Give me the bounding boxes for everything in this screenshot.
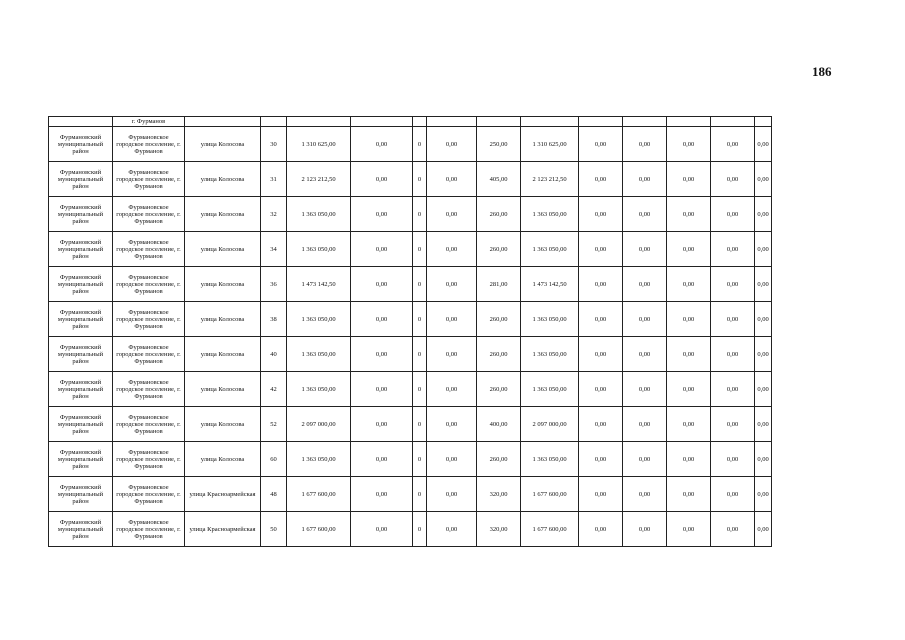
cell-c8 — [427, 117, 477, 127]
cell-z3: 0,00 — [667, 232, 711, 267]
cell-area: 400,00 — [477, 407, 521, 442]
cell-c8: 0,00 — [427, 197, 477, 232]
cell-z4: 0,00 — [711, 337, 755, 372]
cell-z5: 0,00 — [755, 162, 772, 197]
cell-z2: 0,00 — [623, 407, 667, 442]
cell-z3: 0,00 — [667, 372, 711, 407]
cell-z1: 0,00 — [579, 197, 623, 232]
cell-cost: 1 677 600,00 — [287, 512, 351, 547]
cell-c7: 0 — [413, 127, 427, 162]
cell-z5: 0,00 — [755, 477, 772, 512]
cell-c6: 0,00 — [351, 372, 413, 407]
table-row — [49, 477, 772, 512]
cell-c6: 0,00 — [351, 267, 413, 302]
cell-z4: 0,00 — [711, 197, 755, 232]
cell-c8: 0,00 — [427, 302, 477, 337]
table-row-continuation — [49, 117, 772, 127]
cell-area — [477, 117, 521, 127]
cell-c8: 0,00 — [427, 442, 477, 477]
cell-house: 32 — [261, 197, 287, 232]
cell-z2: 0,00 — [623, 267, 667, 302]
cell-street: улица Колосова — [185, 407, 261, 442]
cell-z3: 0,00 — [667, 407, 711, 442]
cell-total: 1 677 600,00 — [521, 512, 579, 547]
cell-street: улица Колосова — [185, 337, 261, 372]
cell-z1: 0,00 — [579, 407, 623, 442]
cell-z4: 0,00 — [711, 162, 755, 197]
cell-z4: 0,00 — [711, 267, 755, 302]
cell-district — [49, 117, 113, 127]
cell-district: Фурмановский муниципальный район — [49, 512, 113, 547]
cell-z5: 0,00 — [755, 337, 772, 372]
cell-z1: 0,00 — [579, 232, 623, 267]
cell-c8: 0,00 — [427, 372, 477, 407]
cell-z4: 0,00 — [711, 407, 755, 442]
cell-cost: 1 363 050,00 — [287, 337, 351, 372]
cell-c8: 0,00 — [427, 407, 477, 442]
cell-c7: 0 — [413, 232, 427, 267]
cell-settlement: Фурмановское городское поселение, г. Фурманов — [113, 372, 185, 407]
cell-z5: 0,00 — [755, 127, 772, 162]
cell-cost: 1 363 050,00 — [287, 302, 351, 337]
cell-z3: 0,00 — [667, 197, 711, 232]
cell-z4: 0,00 — [711, 442, 755, 477]
cell-z3: 0,00 — [667, 512, 711, 547]
cell-z3: 0,00 — [667, 442, 711, 477]
cell-settlement: Фурмановское городское поселение, г. Фурманов — [113, 442, 185, 477]
cell-c6: 0,00 — [351, 442, 413, 477]
cell-total: 1 363 050,00 — [521, 232, 579, 267]
cell-settlement: г. Фурманов — [113, 117, 185, 127]
cell-z4: 0,00 — [711, 372, 755, 407]
cell-house: 34 — [261, 232, 287, 267]
cell-street: улица Колосова — [185, 197, 261, 232]
cell-house: 50 — [261, 512, 287, 547]
cell-area: 260,00 — [477, 442, 521, 477]
cell-area: 281,00 — [477, 267, 521, 302]
cell-street: улица Красноармейская — [185, 512, 261, 547]
cell-area: 260,00 — [477, 302, 521, 337]
cell-z5: 0,00 — [755, 267, 772, 302]
cell-z2: 0,00 — [623, 127, 667, 162]
cell-total: 1 363 050,00 — [521, 197, 579, 232]
cell-settlement: Фурмановское городское поселение, г. Фурманов — [113, 267, 185, 302]
cell-area: 260,00 — [477, 337, 521, 372]
cell-cost: 1 677 600,00 — [287, 477, 351, 512]
cell-c8: 0,00 — [427, 127, 477, 162]
cell-cost: 1 363 050,00 — [287, 442, 351, 477]
cell-settlement: Фурмановское городское поселение, г. Фурманов — [113, 337, 185, 372]
cell-c8: 0,00 — [427, 337, 477, 372]
table-row — [49, 267, 772, 302]
cell-z2: 0,00 — [623, 232, 667, 267]
cell-c6: 0,00 — [351, 407, 413, 442]
cell-total: 1 363 050,00 — [521, 337, 579, 372]
cell-district: Фурмановский муниципальный район — [49, 267, 113, 302]
cell-z4: 0,00 — [711, 232, 755, 267]
cell-z5: 0,00 — [755, 407, 772, 442]
cell-street: улица Колосова — [185, 232, 261, 267]
cell-street: улица Колосова — [185, 127, 261, 162]
cell-z1: 0,00 — [579, 162, 623, 197]
cell-cost: 1 363 050,00 — [287, 232, 351, 267]
cell-z1: 0,00 — [579, 267, 623, 302]
cell-house — [261, 117, 287, 127]
cell-area: 320,00 — [477, 512, 521, 547]
cell-area: 405,00 — [477, 162, 521, 197]
cell-z1: 0,00 — [579, 127, 623, 162]
cell-c7 — [413, 117, 427, 127]
cell-c8: 0,00 — [427, 512, 477, 547]
cell-settlement: Фурмановское городское поселение, г. Фурманов — [113, 477, 185, 512]
cell-total: 1 677 600,00 — [521, 477, 579, 512]
cell-c8: 0,00 — [427, 477, 477, 512]
cell-c6 — [351, 117, 413, 127]
cell-z3 — [667, 117, 711, 127]
cell-z2: 0,00 — [623, 512, 667, 547]
table-row — [49, 407, 772, 442]
cell-z5: 0,00 — [755, 302, 772, 337]
cell-house: 48 — [261, 477, 287, 512]
cell-cost: 1 473 142,50 — [287, 267, 351, 302]
cell-district: Фурмановский муниципальный район — [49, 477, 113, 512]
cell-street — [185, 117, 261, 127]
cell-c7: 0 — [413, 197, 427, 232]
cell-district: Фурмановский муниципальный район — [49, 127, 113, 162]
cell-z3: 0,00 — [667, 162, 711, 197]
cell-district: Фурмановский муниципальный район — [49, 372, 113, 407]
cell-area: 260,00 — [477, 372, 521, 407]
cell-cost: 1 363 050,00 — [287, 197, 351, 232]
cell-street: улица Красноармейская — [185, 477, 261, 512]
cell-total: 2 123 212,50 — [521, 162, 579, 197]
cell-district: Фурмановский муниципальный район — [49, 407, 113, 442]
cell-z1: 0,00 — [579, 302, 623, 337]
cell-c6: 0,00 — [351, 337, 413, 372]
cell-total: 1 310 625,00 — [521, 127, 579, 162]
cell-total: 1 363 050,00 — [521, 442, 579, 477]
cell-district: Фурмановский муниципальный район — [49, 337, 113, 372]
cell-z3: 0,00 — [667, 127, 711, 162]
cell-z1: 0,00 — [579, 337, 623, 372]
cell-c7: 0 — [413, 512, 427, 547]
table-row — [49, 197, 772, 232]
cell-street: улица Колосова — [185, 162, 261, 197]
cell-district: Фурмановский муниципальный район — [49, 302, 113, 337]
cell-house: 60 — [261, 442, 287, 477]
cell-z1: 0,00 — [579, 477, 623, 512]
cell-district: Фурмановский муниципальный район — [49, 197, 113, 232]
cell-z3: 0,00 — [667, 337, 711, 372]
cell-district: Фурмановский муниципальный район — [49, 162, 113, 197]
cell-c7: 0 — [413, 162, 427, 197]
cell-district: Фурмановский муниципальный район — [49, 232, 113, 267]
cell-street: улица Колосова — [185, 302, 261, 337]
cell-house: 42 — [261, 372, 287, 407]
cell-c6: 0,00 — [351, 197, 413, 232]
table-row — [49, 127, 772, 162]
cell-z2: 0,00 — [623, 197, 667, 232]
cell-total — [521, 117, 579, 127]
cell-area: 250,00 — [477, 127, 521, 162]
cell-street: улица Колосова — [185, 267, 261, 302]
cell-z2: 0,00 — [623, 442, 667, 477]
cell-c6: 0,00 — [351, 127, 413, 162]
cell-settlement: Фурмановское городское поселение, г. Фурманов — [113, 512, 185, 547]
cell-settlement: Фурмановское городское поселение, г. Фурманов — [113, 232, 185, 267]
cell-street: улица Колосова — [185, 372, 261, 407]
cell-z3: 0,00 — [667, 302, 711, 337]
cell-c6: 0,00 — [351, 477, 413, 512]
table-row — [49, 162, 772, 197]
data-table — [48, 116, 772, 547]
cell-settlement: Фурмановское городское поселение, г. Фурманов — [113, 407, 185, 442]
cell-cost: 2 123 212,50 — [287, 162, 351, 197]
cell-area: 260,00 — [477, 232, 521, 267]
cell-c8: 0,00 — [427, 162, 477, 197]
cell-z4: 0,00 — [711, 127, 755, 162]
cell-house: 52 — [261, 407, 287, 442]
cell-house: 36 — [261, 267, 287, 302]
cell-z2: 0,00 — [623, 302, 667, 337]
table-row — [49, 442, 772, 477]
cell-z5: 0,00 — [755, 232, 772, 267]
table-row — [49, 302, 772, 337]
cell-area: 260,00 — [477, 197, 521, 232]
cell-total: 1 363 050,00 — [521, 302, 579, 337]
cell-z1 — [579, 117, 623, 127]
cell-c8: 0,00 — [427, 232, 477, 267]
cell-area: 320,00 — [477, 477, 521, 512]
cell-cost: 1 310 625,00 — [287, 127, 351, 162]
cell-house: 38 — [261, 302, 287, 337]
cell-total: 2 097 000,00 — [521, 407, 579, 442]
cell-c7: 0 — [413, 477, 427, 512]
cell-z3: 0,00 — [667, 267, 711, 302]
cell-cost: 2 097 000,00 — [287, 407, 351, 442]
cell-z2: 0,00 — [623, 337, 667, 372]
cell-c7: 0 — [413, 302, 427, 337]
cell-settlement: Фурмановское городское поселение, г. Фурманов — [113, 127, 185, 162]
cell-c8: 0,00 — [427, 267, 477, 302]
cell-z1: 0,00 — [579, 372, 623, 407]
cell-c6: 0,00 — [351, 302, 413, 337]
cell-street: улица Колосова — [185, 442, 261, 477]
cell-c6: 0,00 — [351, 162, 413, 197]
cell-z1: 0,00 — [579, 512, 623, 547]
table-row — [49, 232, 772, 267]
cell-z3: 0,00 — [667, 477, 711, 512]
cell-z4: 0,00 — [711, 512, 755, 547]
cell-c6: 0,00 — [351, 232, 413, 267]
cell-settlement: Фурмановское городское поселение, г. Фурманов — [113, 162, 185, 197]
cell-z2 — [623, 117, 667, 127]
cell-z4: 0,00 — [711, 302, 755, 337]
cell-c7: 0 — [413, 442, 427, 477]
cell-district: Фурмановский муниципальный район — [49, 442, 113, 477]
cell-z2: 0,00 — [623, 162, 667, 197]
cell-total: 1 363 050,00 — [521, 372, 579, 407]
cell-z4 — [711, 117, 755, 127]
cell-total: 1 473 142,50 — [521, 267, 579, 302]
cell-z4: 0,00 — [711, 477, 755, 512]
cell-z5: 0,00 — [755, 197, 772, 232]
cell-z5 — [755, 117, 772, 127]
cell-z5: 0,00 — [755, 372, 772, 407]
page-number: 186 — [812, 64, 832, 79]
cell-z2: 0,00 — [623, 477, 667, 512]
cell-c6: 0,00 — [351, 512, 413, 547]
cell-c7: 0 — [413, 267, 427, 302]
cell-cost: 1 363 050,00 — [287, 372, 351, 407]
cell-cost — [287, 117, 351, 127]
cell-house: 31 — [261, 162, 287, 197]
cell-settlement: Фурмановское городское поселение, г. Фурманов — [113, 302, 185, 337]
cell-z5: 0,00 — [755, 442, 772, 477]
cell-c7: 0 — [413, 372, 427, 407]
table-row — [49, 372, 772, 407]
cell-house: 40 — [261, 337, 287, 372]
cell-z2: 0,00 — [623, 372, 667, 407]
cell-c7: 0 — [413, 407, 427, 442]
cell-z1: 0,00 — [579, 442, 623, 477]
table-row — [49, 337, 772, 372]
cell-z5: 0,00 — [755, 512, 772, 547]
cell-c7: 0 — [413, 337, 427, 372]
cell-house: 30 — [261, 127, 287, 162]
cell-settlement: Фурмановское городское поселение, г. Фурманов — [113, 197, 185, 232]
table-row — [49, 512, 772, 547]
